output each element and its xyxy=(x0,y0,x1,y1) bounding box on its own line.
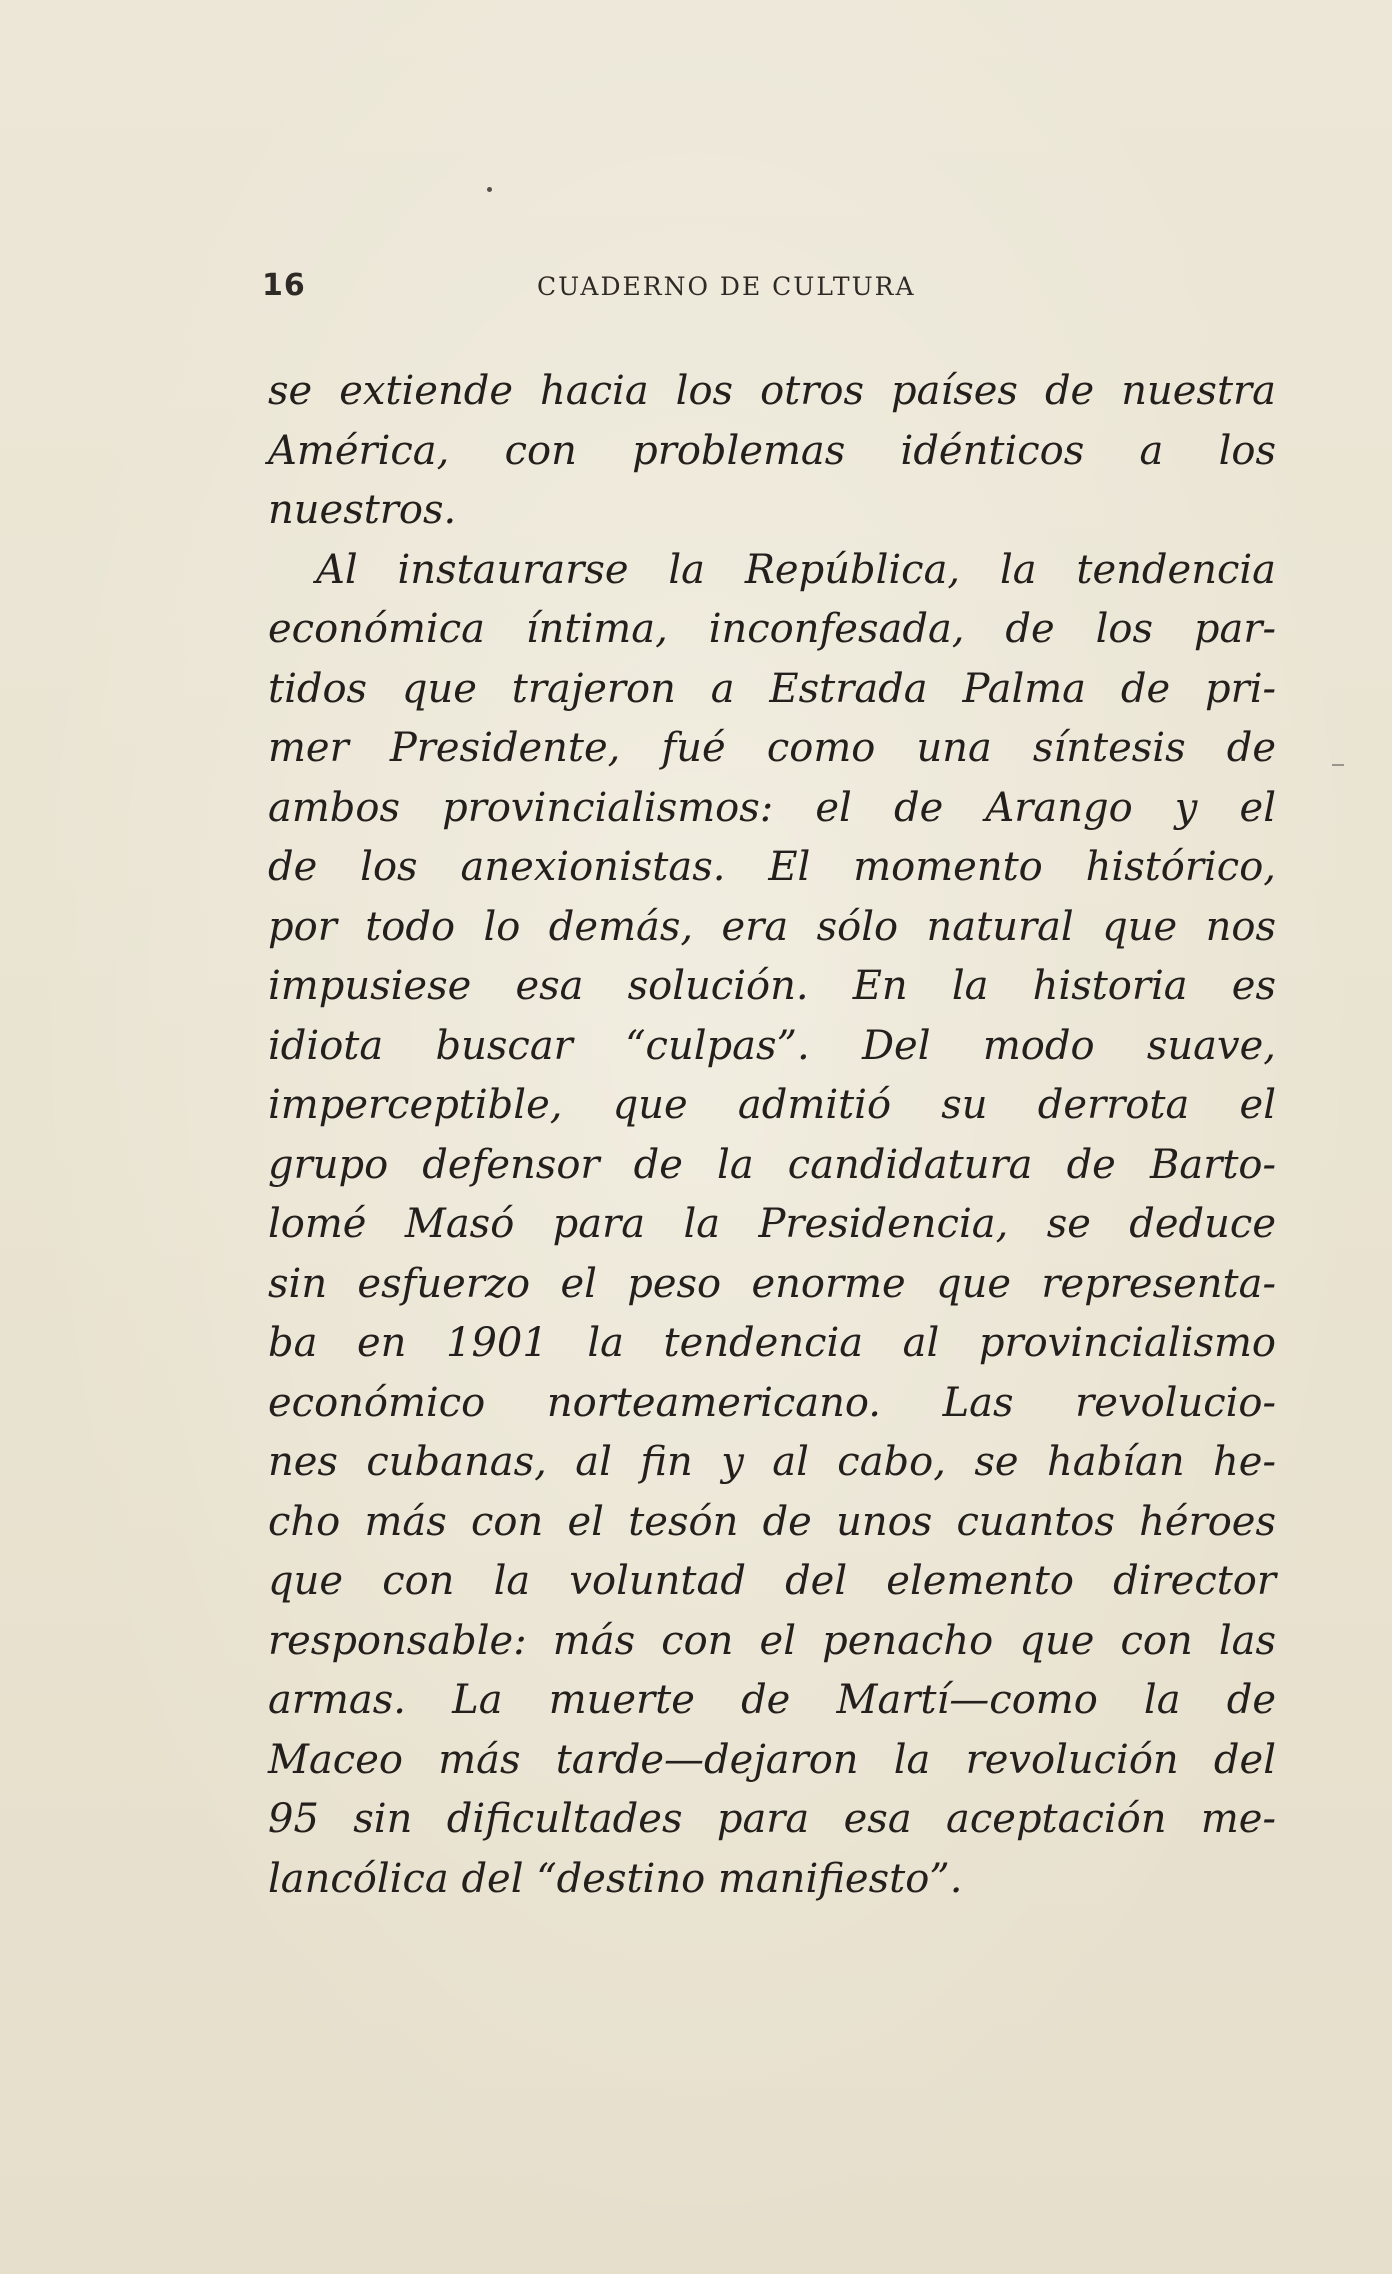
text-line: 95 sin dificultades para esa aceptación me- xyxy=(268,1796,1276,1842)
text-line: nuestros. xyxy=(268,487,457,533)
body-text xyxy=(268,362,1276,1909)
margin-mark xyxy=(1332,764,1344,766)
text-line: por todo lo demás, era sólo natural que nos xyxy=(268,903,1276,950)
text-line: responsable: más con el penacho que con las xyxy=(268,1617,1276,1664)
text-line: imperceptible, que admitió su derrota el xyxy=(268,1082,1276,1128)
text-line: armas. La muerte de Martí—como la de xyxy=(268,1677,1276,1723)
text-line: nes cubanas, al fin y al cabo, se habían he- xyxy=(268,1439,1276,1485)
text-line: ambos provincialismos: el de Arango y el xyxy=(268,784,1276,831)
text-line: de los anexionistas. El momento histórico, xyxy=(268,844,1276,890)
text-line: cho más con el tesón de unos cuantos héroes xyxy=(268,1498,1276,1545)
text-line: Al instaurarse la República, la tendencia xyxy=(316,546,1276,593)
page-number: 16 xyxy=(262,268,306,303)
text-line: que con la voluntad del elemento director xyxy=(268,1558,1276,1604)
text-line: lancólica del “destino manifiesto”. xyxy=(268,1855,963,1902)
text-line: Maceo más tarde—dejaron la revolución del xyxy=(268,1736,1276,1783)
running-title: CUADERNO DE CULTURA xyxy=(537,272,916,301)
text-line: se extiende hacia los otros países de nuestra xyxy=(268,368,1276,414)
text-line: impusiese esa solución. En la historia es xyxy=(268,963,1276,1009)
text-line: idiota buscar “culpas”. Del modo suave, xyxy=(268,1022,1276,1069)
text-line: sin esfuerzo el peso enorme que representa- xyxy=(268,1260,1276,1307)
text-line: económica íntima, inconfesada, de los par- xyxy=(268,606,1276,652)
paper-speck xyxy=(487,187,492,192)
text-line: América, con problemas idénticos a los xyxy=(268,427,1276,474)
text-line: tidos que trajeron a Estrada Palma de pri- xyxy=(268,665,1276,712)
text-line: mer Presidente, fué como una síntesis de xyxy=(268,725,1276,771)
text-line: ba en 1901 la tendencia al provincialismo xyxy=(268,1320,1276,1366)
running-head xyxy=(262,268,1282,308)
text-line: económico norteamericano. Las revolucio- xyxy=(268,1379,1276,1426)
text-line: grupo defensor de la candidatura de Barto- xyxy=(268,1141,1276,1188)
text-line: lomé Masó para la Presidencia, se deduce xyxy=(268,1201,1276,1247)
